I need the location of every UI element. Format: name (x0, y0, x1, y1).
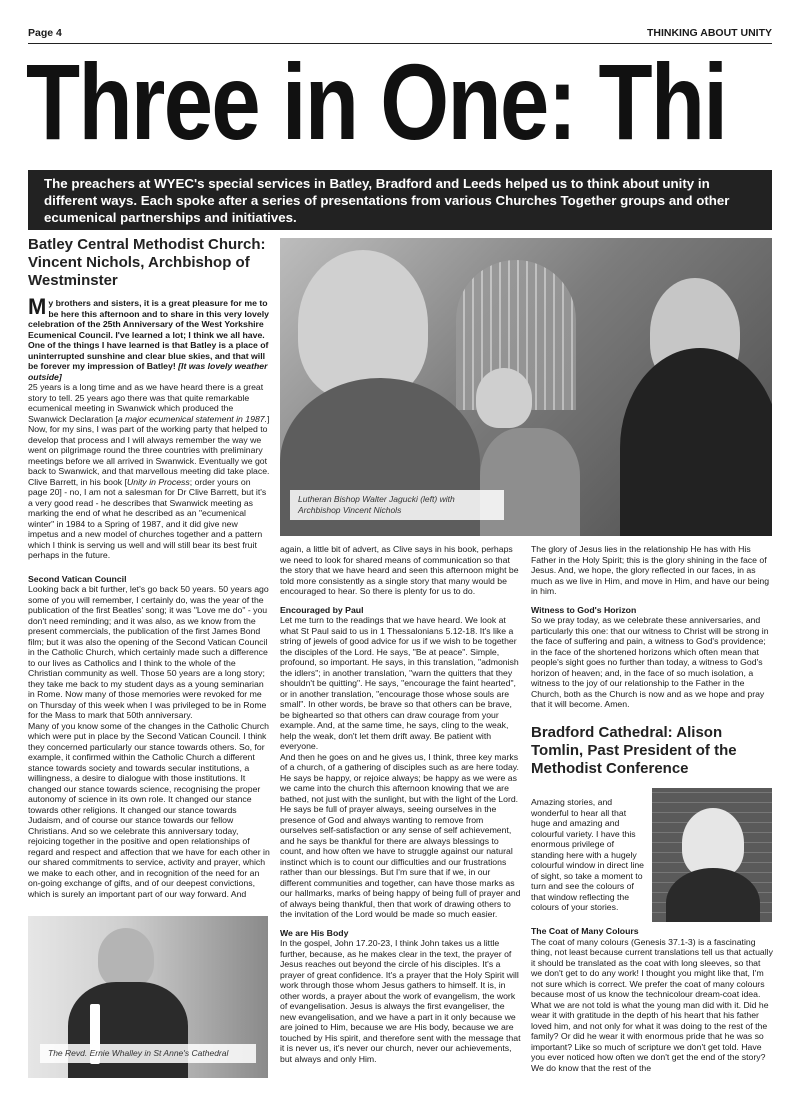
whalley-caption: The Revd. Ernie Whalley in St Anne's Cathedral (40, 1044, 256, 1063)
batley-para2-italic: Unity in Process (126, 476, 190, 487)
main-photo (280, 238, 772, 536)
section-title: THINKING ABOUT UNITY (646, 27, 772, 39)
tomlin-body (666, 868, 760, 922)
batley-para2b: ; order yours on page 20] - no, I am not a salesman for Dr Clive Barrett, but it's a very good read - he describes that Swanwick meeting as marking the end of what he described as an "ecumenical winter" in 1984 to a Spring of 1987, and it did give new impetus and a new model of churches together and a pattern which I think is serving us well and will still bear its best fruit perhaps in the future. (28, 476, 267, 560)
batley-para2a: Clive Barrett, in his book [ (28, 476, 127, 487)
intro-banner: The preachers at WYEC's special services in Batley, Bradford and Leeds helped us to think about unity in different ways. Each spoke after a series of presentations from various Churches Together groups and other ecumenical partnerships and initiatives. (28, 170, 772, 230)
archbishop-nichols-body (620, 348, 772, 536)
col2-para1: again, a little bit of advert, as Clive says in his book, perhaps we need to look for shared means of communication so that the story that we have heard and seen this afternoon might be told more consistently as a single story that many would be encouraged to hear. So there is plenty for us to do. (280, 544, 519, 596)
batley-para3: Looking back a bit further, let's go back 50 years. 50 years ago some of you will remember, I certainly do, was the year of the publication of the first Beatles' song; it was "Love me do" - you don't need reminding; and it was also, as we know from the present commercials, the publication of the first James Bond film; but it was also the opening of the Second Vatican Council in the Catholic Church, which certainly made such a difference to our lives as Catholics and I think to the whole of the Christian community as well. Those 50 years are a long story; they take me back to my student days as a young seminarian in Rome. Now many of those memories were revoked for me on Thursday of this week when I was privileged to be in Rome for the Mass to mark that 50th anniversary. (28, 584, 269, 720)
bradford-heading: Bradford Cathedral: Alison Tomlin, Past President of the Methodist Conference (531, 724, 737, 777)
batley-article (28, 294, 270, 899)
whalley-body (68, 982, 188, 1078)
batley-article-continued (280, 544, 522, 1064)
bishop-jagucki-head (298, 250, 428, 400)
batley-para1-italic: a major ecumenical statement in 1987. (117, 413, 268, 424)
batley-heading: Batley Central Methodist Church: Vincent Nichols, Archbishop of Westminster (28, 236, 266, 289)
bradford-intro: Amazing stories, and wonderful to hear all that huge and amazing and colourful variety. I have this enormous privilege of standing here with a hugely colourful window in direct line of sight, so take a moment to turn and see the colours of that window reflecting the colours of your stories. (531, 797, 644, 912)
page-number: Page 4 (28, 27, 62, 39)
batley-lead: y brothers and sisters, it is a great pleasure for me to be here this afternoon and to share in this very lovely celebration of the 25th Anniversary of the West Yorkshire Ecumenical Council. I've learned a lot; I think we all have. One of the things I have learned is that Batley is a place of uninterrupted sunshine and clear blue skies, and that will be forever my impression of Batley! (28, 298, 269, 371)
col3-para2: So we pray today, as we celebrate these anniversaries, and particularly this one: that our witness to Christ will be strong in the face of suffering and pain, a witness to God's providence; in the face of the shortened horizons which often mean that people's sight goes no further than today, a witness to God's horizon of heaven; and, in the face of so much isolation, a witness to the joy of our relationship to the Father in the Church, both as the Church is now and as we hope and pray that it will become. Amen. (531, 615, 769, 709)
bradford-para3: What we are not told is what the young man did with it. Did he wear it with gratitude in the depth of his heart that his father loved him, and not only for what it was doing to the rest of the family? Or did he wear it with enormous pride that he was so important? Like so much of scripture we don't get told. Have you ever noticed how often we don't get the end of the story? We do know that the rest of the (531, 999, 769, 1073)
guest-head (476, 368, 532, 428)
batley-lead-aside: [It was lovely weather outside] (28, 361, 268, 382)
headline: Three in One: Thi (26, 41, 727, 162)
drop-cap: M (28, 294, 47, 319)
batley-para1a: 25 years is a long time and as we have heard there is a great story to tell. 25 years ago there was that quite remarkable ecumenical meeting in Swanwick which produced the Swanwick Declaration [ (28, 382, 264, 424)
whalley-photo (28, 916, 268, 1078)
whalley-head (98, 928, 154, 988)
main-photo-caption: Lutheran Bishop Walter Jagucki (left) with Archbishop Vincent Nichols (290, 490, 504, 520)
bradford-para2: The coat of many colours (Genesis 37.1-3) is a fascinating thing, not least because current translations tell us that actually it should be translated as the coat with long sleeves, so that we don't get to do any work! I thought you might like that, I'm not sure which is correct. We prefer the coat of many colours because most of us know the technicolour dream-coat idea. (531, 936, 773, 999)
subheading-vatican: Second Vatican Council (28, 573, 127, 584)
col2-para2: Let me turn to the readings that we have heard. We look at what St Paul said to us in 1 Thessalonians 5.12-18. It's like a string of jewels of good advice for us if we wish to be together the disciples of the Lord. He says, "Be at peace". Simple, profound, so important. He says, in this translation, "admonish the idlers"; in another translation, "warn the quitters that they shouldn't be quitting". He says, "encourage the faint hearted", or in another translation, "encourage those whose souls are small". In other words, be brave so that others can be brave, be bighearted so that others can draw courage from your example. And, at the same time, he says, cling to the weak, help the weak, don't let them drift away. Be patient with everyone. (280, 615, 519, 751)
subheading-coat: The Coat of Many Colours (531, 926, 639, 936)
col2-para4: In the gospel, John 17.20-23, I think John takes us a little further, because, as he makes clear in the text, the prayer of Jesus reaches out beyond the circle of his disciples. It's a prayer of great confidence. It's a prayer that the Holy Spirit will work through those whom Jesus gathers to himself. It is, in other words, a prayer about the work of evangelism, the work of evangelisation. Jesus is always the first evangeliser, the new evangelisation, and we have a part in it only because we are joined to Him, because we are His body, because we are touched by His spirit, and therefore sent with the message that it is never us, it's never our church, never our achievements, but always and only Him. (280, 938, 521, 1064)
subheading-body: We are His Body (280, 927, 349, 938)
subheading-paul: Encouraged by Paul (280, 604, 364, 615)
batley-para4: Many of you know some of the changes in the Catholic Church which were put in place by the Second Vatican Council. I think they concerned particularly our stance towards others. So, for example, it confirmed within the Catholic Church a different stance towards society and towards secular institutions, a willingness, a desire to dialogue with those institutions. It changed our stance towards science, recognising the proper autonomy of science in its own role. It changed our stance towards other religions. It changed our stance towards Judaism, and of course our stance towards our fellow Christians. And so we celebrate this anniversary today, rejoicing together in the positive and open relationships of regard and respect and affection that we have for each other in our shared commitments to service, activity and prayer, which we make to each other, and in recognition of the need for an on-going exchange of gifts, and of our deepest convictions, which is surely an important part of our way forward. And (28, 720, 270, 899)
batley-article-end (531, 544, 773, 710)
subheading-horizon: Witness to God's Horizon (531, 604, 637, 615)
tomlin-photo (652, 788, 772, 922)
col3-para1: The glory of Jesus lies in the relationship He has with His Father in the Holy Spirit; this is the glory shining in the face of Jesus. And, we hope, the glory reflected in our faces, in as much as we live in Him, and move in Him, and have our being in him. (531, 544, 770, 596)
col2-para3: And then he goes on and he gives us, I think, three key marks of a church, of a gathering of disciples such as are here today. He says be happy, or rejoice always; be happy as we were as we came into the church this afternoon knowing that we are bathed, not just with the sunlight, but with the light of the Lord. He says be full of prayer always, seeing ourselves in the presence of God and always wanting to remove from ourselves self-satisfaction or any sense of self achievement, and he says be thankful for there are always blessings to count, and how often we have to struggle against our natural instinct which is to count our difficulties and our frustrations rather than our blessings. But I'm sure that if we, in our different communities and together, can have those marks as our hallmarks, marks of being happy of being full of prayer and of always being thankful, then that work of drawing others to the invitation of the Lord would be made so much easier. (280, 751, 521, 919)
bradford-article (531, 926, 773, 1073)
batley-para1b: ] Now, for my sins, I was part of the working party that helped to develop that process and I will always remember the way we went on pilgrimage round the three countries with preliminary meetings before we all arrived in Swanwick. Eventually we got back to Swanwick, and that marvellous meeting did take place. (28, 413, 270, 476)
